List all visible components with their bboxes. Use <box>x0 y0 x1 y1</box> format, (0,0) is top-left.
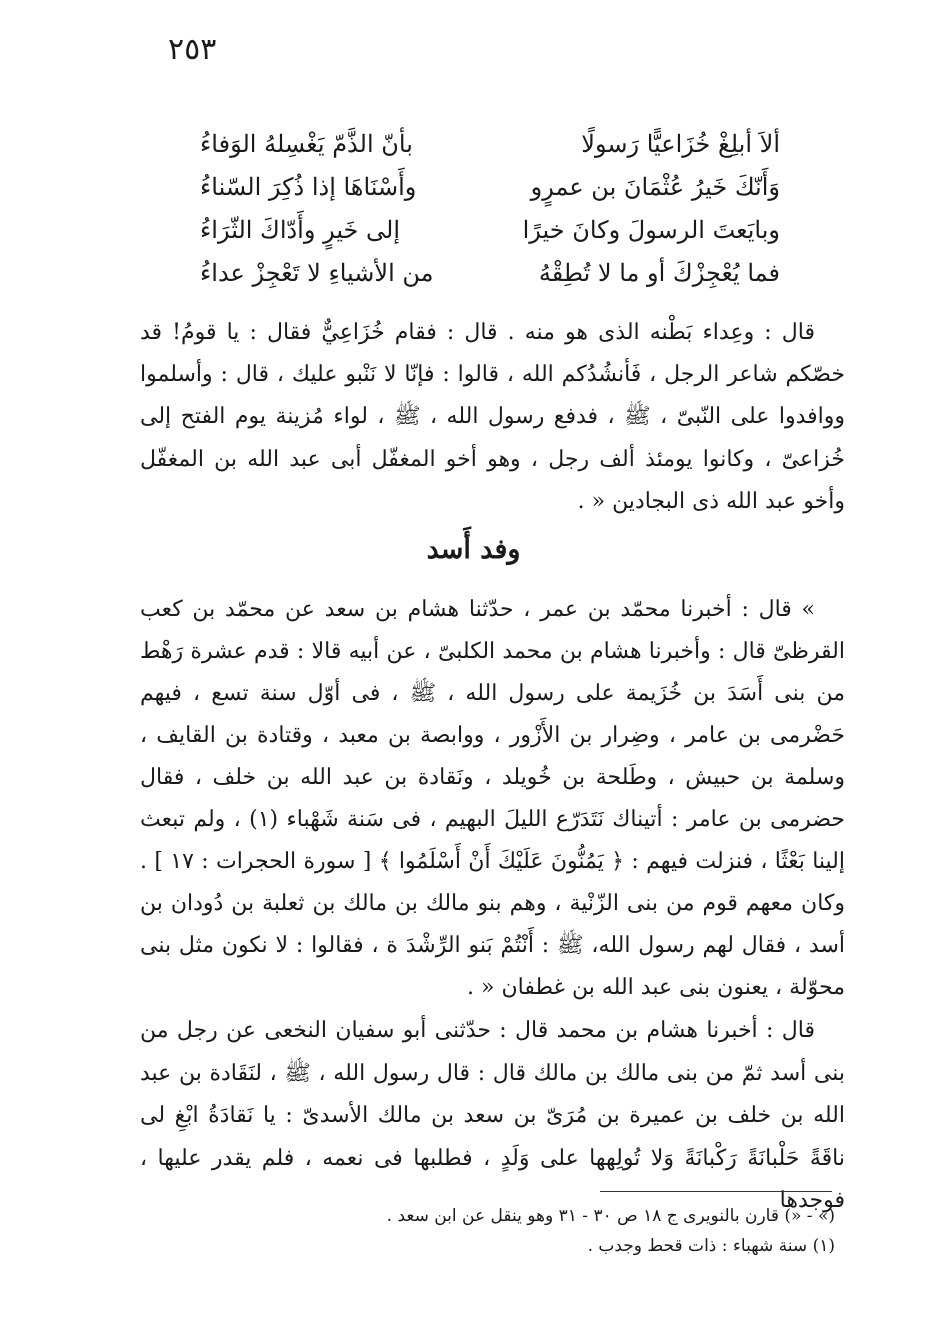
verse-second-hemistich: من الأشياءِ لا تَعْجِزْ عداءُ <box>200 258 434 287</box>
poem <box>200 122 780 294</box>
verse-first-hemistich: فما يُعْجِزْكَ أو ما لا تُطِقْهُ <box>538 258 780 287</box>
paragraph-text: قال : أخبرنا هشام بن محمد قال : حدّثنى أبو سفيان النخعى عن رجل من بنى أسد ثمّ من بنى مالك بن مالك قال : قال رسول الله ، ﷺ ، لنَقَادة بن عبد الله بن خلف بن عميرة بن مُرَىّ بن سعد بن مالك الأسدىّ : يا نَقادَةُ ابْغِ لى ناقَةً حَلْبانَةً رَكْبانَةً وَلا تُولِهها على وَلَدٍ ، فطلبها فى نعمه ، فلم يقدر عليها ، فوجدها <box>140 1018 845 1213</box>
section-heading: وفد أَسد <box>426 534 521 565</box>
footnote: (١) سنة شهباء : ذات قحط وجدب . <box>587 1236 835 1256</box>
paragraph-text: » قال : أخبرنا محمّد بن عمر ، حدّثنا هشام بن سعد عن محمّد بن كعب القرظىّ قال : وأخبرنا هشام بن محمد الكلبىّ ، عن أبيه قالا : قدم عشرة رَهْط من بنى أَسَدَ بن خُزَيمة على رسول الله ، ﷺ ، فى أوّل سنة تسع ، فيهم حَضْرمى بن عامر ، وضِرار بن الأَزْور ، ووابصة بن معبد ، وقتادة بن القايف ، وسلمة بن حبيش ، وطَلحة بن خُويلد ، ونَقادة بن عبد الله بن خلف ، فقال حضرمى بن عامر : أتيناك نَتَدَرّع الليلَ البهيم ، فى سَنة شَهْباء (١) ، ولم تبعث إلينا بَعْثًا ، فنزلت فيهم : ﴿ يَمُنُّونَ عَلَيْكَ أَنْ أَسْلَمُوا ﴾ [ سورة الحجرات : ١٧ ] . وكان معهم قوم من بنى الزّنْية ، وهم بنو مالك بن مالك بن ثعلبة بن دُودان بن أسد ، فقال لهم رسول الله، ﷺ : أَنْتُمْ بَنو الرِّشْدَ ة ، فقالوا : لا نكون مثل بنى محوّلة ، يعنون بنى عبد الله بن غطفان « . <box>140 597 846 1000</box>
verse-first-hemistich: وَأَنّكَ خَيرُ عُثْمَانَ بن عمرٍو <box>530 172 780 201</box>
page-number: ٢٥٣ <box>168 32 217 67</box>
verse <box>200 251 780 294</box>
verse <box>200 208 780 251</box>
footnote: (» - «) قارن بالنويرى ج ١٨ ص ٣٠ - ٣١ وهو ينقل عن ابن سعد . <box>386 1206 835 1226</box>
verse <box>200 165 780 208</box>
verse-second-hemistich: بأنّ الذَّمّ يَغْسِلهُ الوَفاءُ <box>200 129 413 158</box>
paragraph <box>140 589 845 1009</box>
verse-second-hemistich: إلى خَيرٍ وأَدّاكَ الثّرَاءُ <box>200 215 401 244</box>
verse-first-hemistich: ألاَ أبلِغْ خُزَاعيًّا رَسولًا <box>581 129 780 158</box>
verse-first-hemistich: وبايَعتَ الرسولَ وكانَ خيرًا <box>522 215 780 244</box>
verse <box>200 122 780 165</box>
footnotes <box>180 1201 835 1261</box>
paragraph <box>140 312 845 523</box>
paragraph-text: قال : وعِداء بَطْنه الذى هو منه . قال : فقام خُزَاعِيٌّ فقال : يا قومُ! قد خصّكم شاعر الرجل ، فَأنشُدُكم الله ، قالوا : فإنّا لا نَنْبو عليك ، قال : وأسلموا ووافدوا على النّبىّ ، ﷺ ، فدفع رسول الله ، ﷺ ، لواء مُزينة يوم الفتح إلى خُزاعىّ ، وكانوا يومئذ ألف رجل ، وهو أخو المغفّل أبى عبد الله بن المغفّل وأخو عبد الله ذى البجادين « . <box>140 320 845 514</box>
verse-second-hemistich: وأَسْنَاهَا إذا ذُكِرَ السّناءُ <box>200 172 417 201</box>
footnote-divider <box>600 1191 832 1192</box>
